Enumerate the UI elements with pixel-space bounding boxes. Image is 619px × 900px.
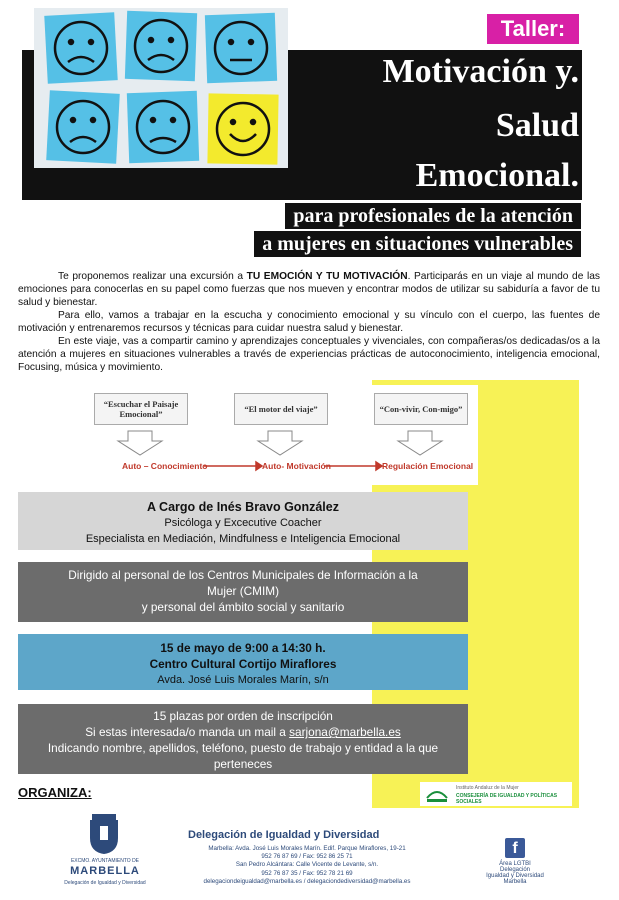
footer-contact xyxy=(172,845,442,886)
lgtbi-line-3: Marbella xyxy=(503,879,527,885)
diagram-arrows xyxy=(86,429,478,485)
registration-line-2: Si estas interesada/o manda un mail a sarjona@marbella.es xyxy=(85,725,401,739)
diagram-box-3: “Con-vivir, Con-migo” xyxy=(374,393,468,425)
junta-line-2: CONSEJERÍA DE IGUALDAD Y POLÍTICAS SOCIALES xyxy=(456,793,558,805)
junta-emblem-icon xyxy=(424,784,450,804)
footer-line-4: 952 76 87 35 / Fax: 952 78 21 69 xyxy=(261,869,353,877)
instructor-role: Psicóloga y Excecutive Coacher xyxy=(164,517,322,529)
title-line-3: Emocional. xyxy=(415,157,579,194)
registration-line-4: perteneces xyxy=(213,757,273,771)
process-diagram xyxy=(86,385,478,485)
marbella-logo xyxy=(60,812,150,894)
lgtbi-line-2: Igualdad y Diversidad xyxy=(486,873,544,879)
diagram-label-3: Regulación Emocional xyxy=(382,461,474,471)
down-arrow-icon xyxy=(118,431,162,455)
registration-panel xyxy=(18,704,468,774)
audience-line-1: Dirigido al personal de los Centros Municipales de Información a la xyxy=(68,568,418,582)
registration-line-1: 15 plazas por orden de inscripción xyxy=(153,709,333,723)
marbella-small: EXCMO. AYUNTAMIENTO DE xyxy=(70,858,140,864)
instructor-name: A Cargo de Inés Bravo González xyxy=(147,500,339,514)
diagram-label-1: Auto – Conocimiento xyxy=(122,461,208,471)
diagram-box-2: “El motor del viaje” xyxy=(234,393,328,425)
marbella-crest-icon xyxy=(86,812,122,856)
junta-line-1: Instituto Andaluz de la Mujer xyxy=(456,785,519,791)
footer-title: Delegación de Igualdad y Diversidad xyxy=(188,829,380,841)
footer-line-1: Marbella: Avda. José Luis Morales Marín. Edif. Parque Miraflores, 19-21 xyxy=(208,845,406,852)
intro-paragraph-3: En este viaje, vas a compartir camino y aprendizajes conceptuales y vivenciales, con compañeras/os dedicadas/os a la atención a mujeres en situaciones vulnerables a través de experiencias prácticas de autoconocimiento, inteligencia emocional, Focusing, música y movimiento. xyxy=(18,336,600,373)
schedule-address: Avda. José Luis Morales Marín, s/n xyxy=(157,674,329,686)
footer-line-3: San Pedro Alcántara: Calle Vicente de Levante, s/n. xyxy=(235,861,379,869)
schedule-panel xyxy=(18,634,468,690)
organiza-heading: ORGANIZA: xyxy=(18,785,92,800)
taller-badge: Taller: xyxy=(487,14,579,44)
registration-line-3: Indicando nombre, apellidos, teléfono, puesto de trabajo y entidad a la que xyxy=(47,741,439,755)
intro-paragraph-2: Para ello, vamos a trabajar en la escucha y conocimiento emocional y su vínculo con el cuerpo, las fuentes de motivación y entrenaremos recursos y técnicas para cuidar nuestra salud y bienestar. xyxy=(18,310,600,334)
instructor-panel xyxy=(18,492,468,550)
intro-paragraph-1: Te proponemos realizar una excursión a TU EMOCIÓN Y TU MOTIVACIÓN. Participarás en un viaje al mundo de las emociones para conocerlas en su papel como fuerzas que nos mueven y encontrar modos de utilizar su sabiduría a favor de tu salud y bienestar. xyxy=(18,271,601,308)
lgtbi-line-1: Área LGTBI Delegación xyxy=(499,861,531,873)
diagram-box-1: “Escuchar el Paisaje Emocional” xyxy=(94,393,188,425)
subtitle-line-2: a mujeres en situaciones vulnerables xyxy=(254,231,581,257)
down-arrow-icon xyxy=(258,431,302,455)
audience-line-2: Mujer (CMIM) xyxy=(206,584,280,598)
marbella-sub: Delegación de Igualdad y Diversidad xyxy=(64,880,146,886)
marbella-name: MARBELLA xyxy=(70,865,140,877)
audience-panel xyxy=(18,562,468,622)
audience-line-3: y personal del ámbito social y sanitario xyxy=(141,600,345,614)
registration-email-link[interactable]: sarjona@marbella.es xyxy=(289,725,401,739)
down-arrow-icon xyxy=(398,431,442,455)
instructor-specialty: Especialista en Mediación, Mindfulness e Inteligencia Emocional xyxy=(85,533,401,545)
subtitle-line-1: para profesionales de la atención xyxy=(285,203,581,229)
intro-text xyxy=(18,270,600,374)
schedule-date: 15 de mayo de 9:00 a 14:30 h. xyxy=(160,641,326,655)
title-line-1: Motivación y. xyxy=(382,53,579,90)
footer-line-2: 952 76 87 69 / Fax: 952 86 25 71 xyxy=(261,853,353,861)
junta-logo xyxy=(420,782,572,806)
facebook-icon[interactable]: f xyxy=(505,838,525,858)
schedule-venue: Centro Cultural Cortijo Miraflores xyxy=(149,657,337,671)
footer-line-5: delegaciondeigualdad@marbella.es / delegaciondediversidad@marbella.es xyxy=(203,877,411,885)
sticky-notes-photo xyxy=(34,8,288,168)
title-line-2: Salud xyxy=(495,107,579,144)
diagram-label-2: Auto- Motivación xyxy=(262,461,331,471)
lgtbi-block xyxy=(486,838,544,885)
